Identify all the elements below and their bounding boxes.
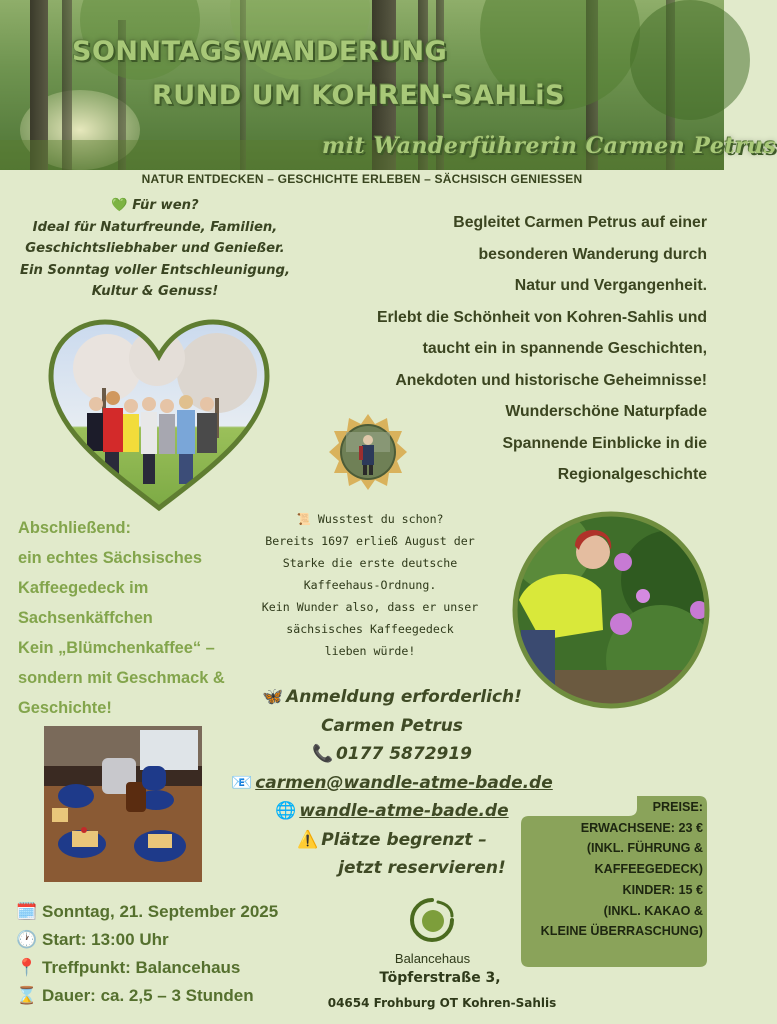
butterfly-icon: 🦋: [262, 687, 284, 707]
historic-figure-badge-icon: [328, 412, 408, 492]
fact-line: sächsisches Kaffeegedeck: [286, 622, 454, 636]
price-adults-note: (INKL. FÜHRUNG &: [586, 841, 703, 856]
fact-line: Starke die erste deutsche: [282, 556, 458, 570]
address-street: Töpferstraße 3,: [379, 970, 501, 986]
hourglass-icon: ⌛: [16, 986, 38, 1005]
intro-line: Natur und Vergangenheit.: [514, 277, 707, 294]
warning-icon: ⚠️: [297, 829, 319, 850]
email-icon: 📧: [231, 772, 253, 793]
for-who-line: Ideal für Naturfreunde, Familien,: [32, 219, 278, 235]
warning-line-2: jetzt reservieren!: [338, 858, 506, 878]
prices-heading: PREISE:: [652, 800, 703, 814]
finale-line: sondern mit Geschmack &: [18, 669, 225, 687]
coffee-table-photo: [44, 726, 202, 882]
intro-line: Regionalgeschichte: [557, 466, 707, 483]
event-info: [14, 898, 314, 1010]
guide-round-photo: [511, 510, 711, 710]
fact-line: Kein Wunder also, dass er unser: [261, 600, 479, 614]
event-start: Start: 13:00 Uhr: [42, 930, 169, 949]
finale-line: Abschließend:: [18, 519, 131, 537]
event-date: Sonntag, 21. September 2025: [42, 902, 279, 921]
price-children-note: (INKL. KAKAO &: [603, 903, 703, 918]
green-heart-icon: 💚: [111, 198, 128, 213]
email-link[interactable]: carmen@wandle-atme-bade.de: [255, 772, 553, 793]
heart-group-photo: [47, 318, 271, 514]
fact-line: Bereits 1697 erließ August der: [265, 534, 475, 548]
intro-line: Spannende Einblicke in die: [502, 434, 707, 452]
for-who-line: Ein Sonntag voller Entschleunigung,: [20, 262, 290, 278]
for-who-line: Geschichtsliebhaber und Genießer.: [25, 241, 285, 256]
fun-fact: [245, 508, 495, 662]
forest-banner: [0, 0, 777, 170]
pin-icon: 📍: [16, 958, 38, 977]
intro-line: taucht ein in spannende Geschichten,: [422, 340, 707, 357]
price-children-note: KLEINE ÜBERRASCHUNG): [540, 924, 703, 939]
phone-number[interactable]: 0177 5872919: [335, 744, 473, 764]
fact-line: Kaffeehaus-Ordnung.: [303, 578, 437, 592]
fact-heading: Wusstest du schon?: [317, 512, 444, 526]
registration-heading: Anmeldung erforderlich!: [286, 687, 522, 707]
price-adults: ERWACHSENE: 23 €: [580, 820, 703, 835]
for-who-section: [10, 195, 300, 303]
price-list: [528, 797, 703, 942]
globe-icon: 🌐: [275, 801, 297, 821]
address-city: 04654 Frohburg OT Kohren-Sahlis: [327, 996, 557, 1010]
finale-line: Kaffeegedeck im: [18, 579, 149, 597]
intro-line: besonderen Wanderung durch: [478, 245, 707, 263]
intro-line: Wunderschöne Naturpfade: [505, 403, 707, 420]
for-who-line: Kultur & Genuss!: [91, 284, 219, 299]
title-line-2: RUND UM KOHREN-SAHLiS: [152, 80, 565, 111]
finale-line: ein echtes Sächsisches: [18, 549, 203, 567]
balancehaus-logo-icon: [408, 896, 456, 944]
for-who-heading: Für wen?: [132, 198, 199, 213]
phone-icon: 📞: [311, 744, 334, 764]
tagline: NATUR ENTDECKEN – GESCHICHTE ERLEBEN – SÄCHSISCH GENIESSEN: [141, 172, 583, 186]
intro-line: Anekdoten und historische Geheimnisse!: [395, 371, 707, 389]
logo-text: Balancehaus: [394, 951, 471, 966]
calendar-icon: 🗓️: [16, 902, 38, 921]
title-subtitle: mit Wanderführerin Carmen Petrus: [322, 133, 777, 159]
title-line-1: SONNTAGSWANDERUNG: [72, 36, 448, 67]
event-meeting-point: Treffpunkt: Balancehaus: [42, 958, 241, 977]
finale-line: Geschichte!: [18, 699, 112, 717]
price-children: KINDER: 15 €: [622, 882, 703, 897]
scroll-icon: 📜: [296, 512, 311, 526]
intro-line: Erlebt die Schönheit von Kohren-Sahlis und: [376, 308, 707, 326]
fact-line: lieben würde!: [324, 644, 416, 658]
event-duration: Dauer: ca. 2,5 – 3 Stunden: [42, 986, 254, 1005]
website-link[interactable]: wandle-atme-bade.de: [299, 801, 509, 821]
registration-block: [222, 683, 562, 883]
warning-line-1: Plätze begrenzt –: [321, 829, 487, 850]
price-adults-note: KAFFEEGEDECK): [594, 862, 703, 877]
finale-line: Sachsenkäffchen: [18, 609, 153, 627]
clock-icon: 🕐: [16, 930, 38, 949]
intro-line: Begleitet Carmen Petrus auf einer: [453, 214, 707, 231]
contact-name: Carmen Petrus: [321, 715, 463, 736]
finale-line: Kein „Blümchenkaffee“ –: [18, 639, 215, 657]
